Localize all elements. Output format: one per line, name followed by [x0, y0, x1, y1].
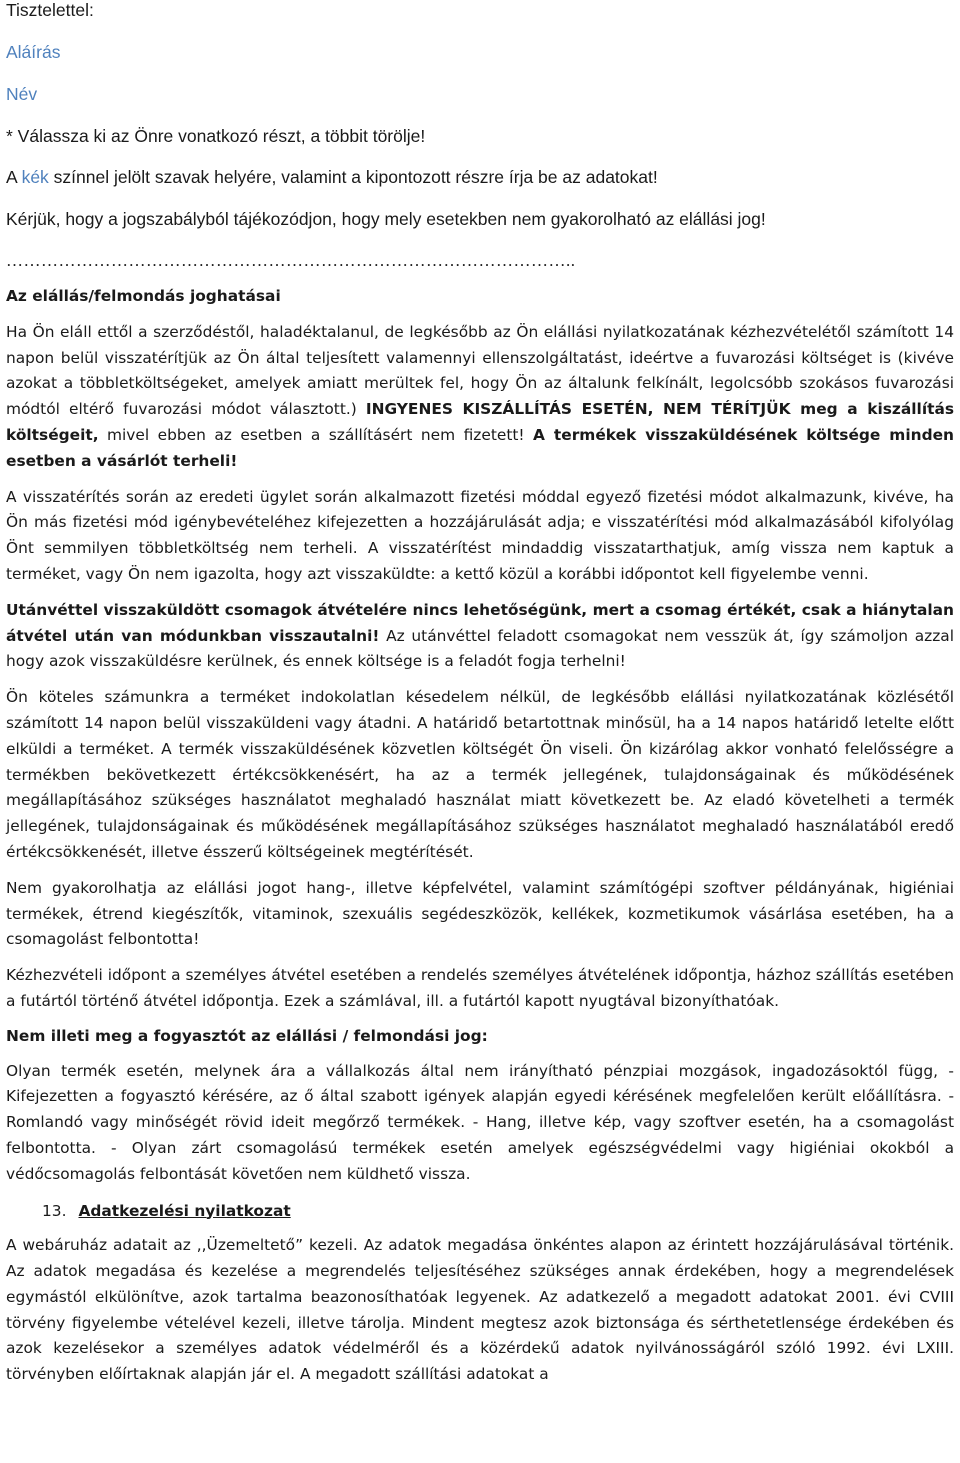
note-select: * Válassza ki az Önre vonatkozó részt, a többit törölje!	[6, 126, 426, 146]
signature-placeholder: Aláírás	[6, 42, 61, 62]
dotted-fill-line: ……………………………………………………………………………………..	[6, 251, 576, 270]
note-law: Kérjük, hogy a jogszabályból tájékozódjon, hogy mely esetekben nem gyakorolható az elállási jog!	[6, 209, 766, 229]
paragraph-effects-bold-1: INGYENES KISZÁLLÍTÁS ESETÉN, NEM TÉRÍTJÜK meg a kiszállítás költségeit,	[6, 400, 954, 444]
paragraph-receipt-time: Kézhezvételi időpont a személyes átvétel esetében a rendelés személyes átvételének időpontja, házhoz szállítás esetében a futártól történő átvétel időpontja. Ezek a számlával, ill. a futártól kapott nyugtával bizonyíthatóak.	[6, 966, 954, 1010]
note-blue-word: kék	[21, 167, 49, 187]
paragraph-cod-bold: Utánvéttel visszaküldött csomagok átvételére nincs lehetőségünk, mert a csomag értékét, csak a hiánytalan átvétel után van módunkban visszautalni!	[6, 600, 954, 645]
privacy-heading	[6, 1199, 954, 1225]
paragraph-effects-bold-2: A termékek visszaküldésének költsége minden esetben a vásárlót terheli!	[6, 425, 954, 470]
privacy-heading-number: 13.	[42, 1201, 67, 1220]
privacy-heading-title: Adatkezelési nyilatkozat	[78, 1201, 291, 1220]
note-blue-prefix: A	[6, 167, 22, 187]
paragraph-effects-text-2: mivel ebben az esetben a szállításért nem fizetett!	[98, 425, 534, 444]
paragraph-effects	[6, 320, 954, 475]
paragraph-cod	[6, 598, 954, 675]
paragraph-return-obligation: Ön köteles számunkra a terméket indokolatlan késedelem nélkül, de legkésőbb elállási nyilatkozatának közlésétől számított 14 napon belül visszaküldeni vagy átadni. A határidő betartottnak minősül, ha a 14 napos határidő letelte előtt elküldi a terméket. A termék visszaküldésének közvetlen költségét Ön viseli. Ön kizárólag akkor vonható felelősségre a termékben bekövetkezett értékcsökkenésért, ha az a termék jellegének, tulajdonságainak és működésének megállapításához szükséges használatot meghaladó használat miatt következett be. Az eladó követelheti a termék jellegének, tulajdonságainak és működésének megállapításához szükséges használatot meghaladó használatából eredő értékcsökkenését, illetve ésszerű költségeinek megtérítését.	[6, 688, 954, 861]
header-block	[6, 0, 954, 271]
paragraph-privacy: A webáruház adatait az ,,Üzemeltető” kezeli. Az adatok megadása önkéntes alapon az érintett hozzájárulásával történik. Az adatok megadása és kezelése a megrendelés teljesítéséhez szükséges annak érdekében, hogy a megrendelések egymástól elkülönítve, azok tartalma beazonosíthatóak legyenek. Az adatkezelő a megadott adatokat 2001. évi CVIII törvény figyelembe vételével kezeli, illetve tárolja. Mindent megtesz azok biztonsága és sérthetetlensége érdekében és azok kezelésekor a személyes adatok védelméről és a közérdekű adatok nyilvánosságáról szóló 1992. évi LXIII. törvényben előírtaknak alapján jár el. A megadott szállítási adatokat a	[6, 1236, 954, 1384]
note-blue-words	[6, 167, 954, 187]
paragraph-exceptions: Nem gyakorolhatja az elállási jogot hang-, illetve képfelvétel, valamint számítógépi szoftver példányának, higiéniai termékek, étrend kiegészítők, vitaminok, szexuális segédeszközök, kellékek, kozmetikumok vásárlása esetében, ha a csomagolást felbontotta!	[6, 878, 954, 949]
note-blue-suffix: színnel jelölt szavak helyére, valamint a kipontozott részre írja be az adatokat!	[48, 167, 658, 187]
no-withdrawal-heading-text: Nem illeti meg a fogyasztót az elállási / felmondási jog:	[6, 1026, 488, 1045]
withdrawal-section	[6, 284, 954, 1388]
paragraph-effects-text: Ha Ön eláll ettől a szerződéstől, haladéktalanul, de legkésőbb az Ön elállási nyilatkozatának kézhezvételétől számított 14 napon belül visszatérítjük az Ön által teljesített valamennyi ellenszolgáltatást, ideértve a fuvarozási költséget is (kivéve azokat a többletköltségeket, amelyek amiatt merültek fel, hogy Ön az általunk felkínált, legolcsóbb szokásos fuvarozási módtól eltérő fuvarozási módot választott.)	[6, 322, 954, 419]
paragraph-refund: A visszatérítés során az eredeti ügylet során alkalmazott fizetési móddal egyező fizetési módot alkalmazunk, kivéve, ha Ön más fizetési mód igénybevételéhez kifejezetten a hozzájárulását adja; e visszatérítési mód alkalmazásából kifolyólag Önt semmilyen többletköltség nem terheli. A visszatérítést mindaddig visszatarthatjuk, amíg vissza nem kaptuk a terméket, vagy Ön nem igazolta, hogy azt visszaküldte: a kettő közül a korábbi időpontot kell figyelembe venni.	[6, 487, 954, 583]
name-placeholder: Név	[6, 84, 38, 104]
paragraph-cod-text: Az utánvéttel feladott csomagokat nem vesszük át, így számoljon azzal hogy azok visszaküldésre kerülnek, és ennek költsége is a feladót fogja terhelni!	[6, 626, 954, 671]
section-title: Az elállás/felmondás joghatásai	[6, 287, 281, 305]
no-withdrawal-heading	[6, 1024, 954, 1050]
greeting: Tisztelettel:	[6, 0, 94, 20]
paragraph-no-withdrawal-list: Olyan termék esetén, melynek ára a vállalkozás által nem irányítható pénzpiai mozgások, ingadozásoktól függ, - Kifejezetten a fogyasztó kérésére, az ő által szabott igények alapján egyedi kérésének megfelelően került előállításra. - Romlandó vagy minőségét rövid ideit megőrző termékek. - Hang, illetve kép, vagy szoftver esetén, ha a csomagolást felbontotta. - Olyan zárt csomagolású termékek esetén amelyek egészségvédelmi vagy higiéniai okokból a védőcsomagolás felbontását követően nem küldhető vissza.	[6, 1061, 954, 1183]
